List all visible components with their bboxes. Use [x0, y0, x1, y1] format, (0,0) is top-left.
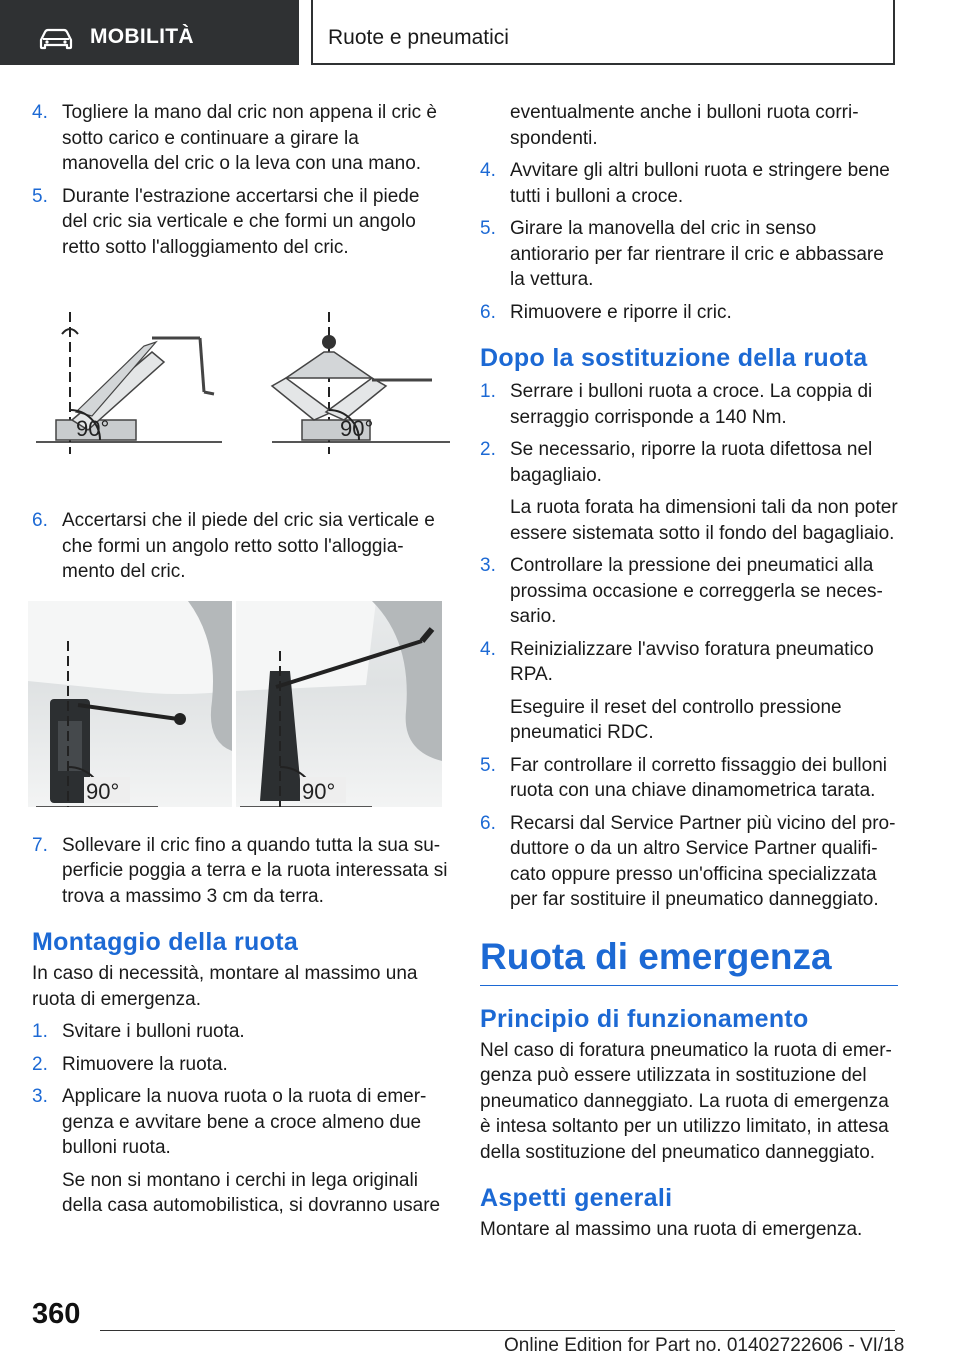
list-item — [32, 184, 450, 261]
step-text: Avvitare gli altri bulloni ruota e stringere bene tutti i bulloni a croce. — [510, 160, 890, 207]
step-text: Togliere la mano dal cric non appena il cric è sotto carico e continuare a girare la manovella del cric o la leva con una mano. — [62, 102, 437, 174]
step-number: 6. — [32, 510, 48, 531]
step-number: 5. — [480, 754, 496, 776]
step-number: 4. — [480, 160, 496, 181]
jack-angle-diagram — [32, 312, 450, 508]
step-text: Sollevare il cric fino a quando tutta la sua su-perficie poggia a terra e la ruota interessata si trova a massimo 3 cm da terra. — [62, 834, 448, 907]
step-text: Far controllare il corretto fissaggio dei bulloni ruota con una chiave dinamometrica tarata. — [510, 754, 888, 801]
section-heading: Principio di funzionamento — [480, 1004, 809, 1033]
list-item — [480, 216, 898, 293]
step-text: Accertarsi che il piede del cric sia verticale e che formi un angolo retto sotto l'alloggia-mento del cric. — [62, 510, 435, 582]
list-item — [480, 553, 898, 630]
list-item — [32, 1084, 450, 1161]
edition-note: Online Edition for Part no. 01402722606 - VI/18 — [504, 1335, 905, 1356]
step-number: 1. — [480, 381, 496, 402]
jack-photo-left — [28, 601, 232, 807]
step-text: Serrare i bulloni ruota a croce. La coppia di serraggio corrisponde a 140 Nm. — [510, 381, 873, 428]
angle-label: 90° — [76, 416, 110, 441]
step-text: Svitare i bulloni ruota. — [62, 1021, 245, 1042]
page-number: 360 — [32, 1298, 81, 1330]
section-heading: Montaggio della ruota — [32, 928, 299, 956]
step-note: La ruota forata ha dimensioni tali da non poter essere sistemata sotto il fondo del bagagliaio. — [510, 497, 898, 544]
step-text: Se necessario, riporre la ruota difettosa nel bagagliaio. — [510, 439, 873, 486]
step-number: 3. — [32, 1086, 48, 1107]
step-number: 4. — [480, 638, 496, 660]
section-heading: Aspetti generali — [480, 1184, 673, 1212]
footer-divider — [100, 1330, 895, 1331]
step-text: Rimuovere e riporre il cric. — [510, 301, 732, 323]
step-number: 5. — [480, 218, 496, 239]
step-note: Eseguire il reset del controllo pressione pneumatici RDC. — [510, 696, 842, 743]
list-item — [480, 811, 898, 913]
step-text: Controllare la pressione dei pneumatici alla prossima occasione e correggerla se neces-sario. — [510, 555, 883, 627]
chapter-tab — [311, 0, 895, 65]
angle-label: 90° — [302, 778, 336, 804]
step-number: 2. — [480, 439, 496, 460]
step-text: Recarsi dal Service Partner più vicino del pro-duttore o da un altro Service Partner qualifi-cato oppure presso un'officina specializzata per far sostituire il pneumatico danneggiato. — [510, 812, 896, 910]
list-item — [480, 637, 898, 688]
list-item — [32, 508, 450, 585]
chapter-heading: Ruota di emergenza — [480, 935, 898, 986]
step-number: 7. — [32, 834, 48, 856]
step-text: Reinizializzare l'avviso foratura pneumatico RPA. — [510, 638, 874, 685]
section-title: MOBILITÀ — [90, 25, 194, 48]
step-number: 6. — [480, 812, 496, 834]
step-text: Applicare la nuova ruota o la ruota di emer-genza e avvitare bene a croce almeno due bulloni ruota. — [62, 1086, 427, 1158]
paragraph: Nel caso di foratura pneumatico la ruota di emer-genza può essere utilizzata in sostituzione del pneumatico danneggiato. La ruota di emergenza è intesa soltanto per un utilizzo limitato, in attesa della sostituzione del pneumatico danneggiato. — [480, 1039, 892, 1163]
list-item — [480, 158, 898, 209]
step-number: 2. — [32, 1053, 48, 1075]
jack-placement-photos — [32, 601, 450, 833]
list-item — [32, 1019, 450, 1045]
right-column — [480, 100, 898, 1250]
step-text: Rimuovere la ruota. — [62, 1053, 228, 1075]
list-item — [32, 1052, 450, 1078]
paragraph: In caso di necessità, montare al massimo una ruota di emergenza. — [32, 963, 418, 1010]
left-column — [32, 100, 450, 1226]
list-item — [480, 379, 898, 430]
list-item — [32, 833, 450, 910]
chapter-title: Ruote e pneumatici — [328, 26, 509, 49]
continued-text: eventualmente anche i bulloni ruota corri-spondenti. — [510, 102, 859, 149]
step-text: Girare la manovella del cric in senso antiorario per far rientrare il cric e abbassare la vettura. — [510, 218, 884, 290]
step-number: 4. — [32, 102, 48, 123]
header-section-tab — [0, 0, 299, 65]
angle-label: 90° — [340, 416, 374, 441]
list-item — [480, 437, 898, 488]
car-icon — [38, 28, 74, 50]
list-item — [32, 100, 450, 177]
step-note: Se non si montano i cerchi in lega originali della casa automobilistica, si dovranno usare — [62, 1169, 441, 1216]
jack-drawing-side — [32, 312, 450, 462]
paragraph: Montare al massimo una ruota di emergenza. — [480, 1219, 863, 1240]
section-heading: Dopo la sostituzione della ruota — [480, 344, 868, 372]
step-number: 1. — [32, 1021, 48, 1042]
step-number: 3. — [480, 555, 496, 576]
list-item — [480, 753, 898, 804]
step-number: 6. — [480, 301, 496, 323]
jack-photo-right — [236, 601, 442, 807]
step-text: Durante l'estrazione accertarsi che il piede del cric sia verticale e che formi un angolo retto sotto l'alloggiamento del cric. — [62, 185, 420, 258]
angle-label: 90° — [86, 778, 120, 804]
step-number: 5. — [32, 185, 48, 207]
list-item — [480, 300, 898, 326]
